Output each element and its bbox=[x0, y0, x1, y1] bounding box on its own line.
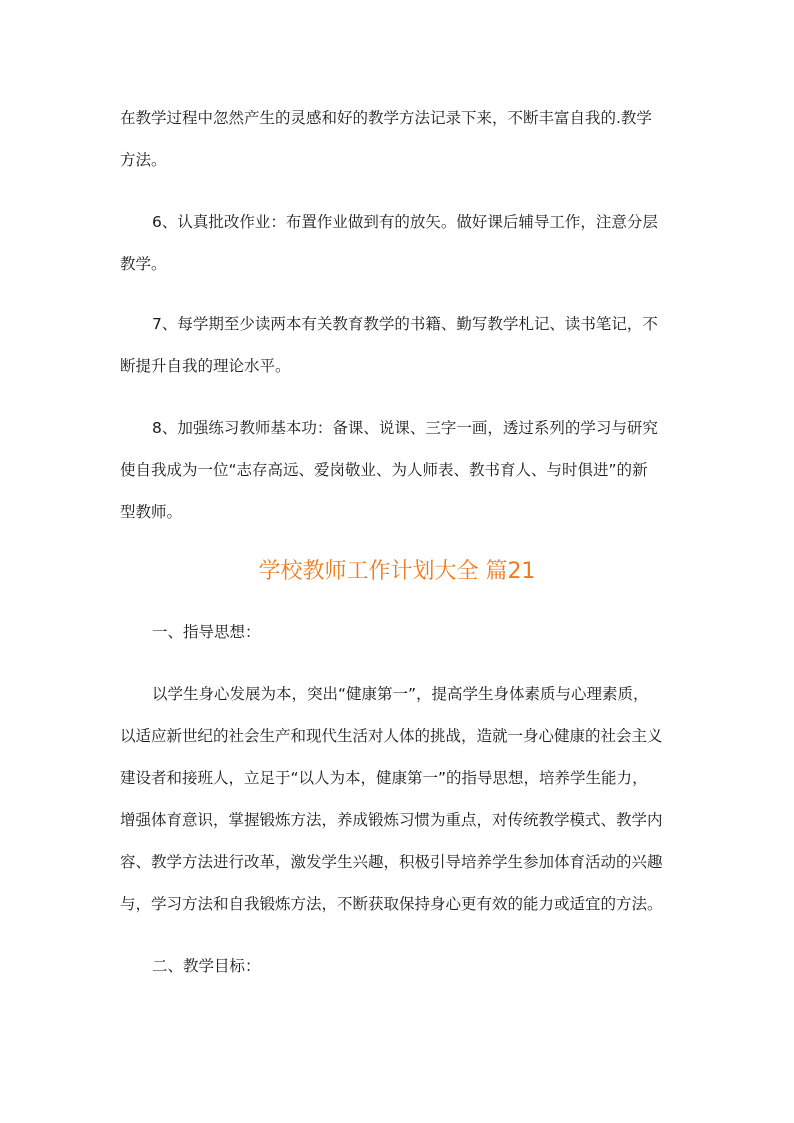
item-8-line-2: 使自我成为一位“志存高远、爱岗敬业、为人师表、教书育人、与时俱进”的新 bbox=[120, 461, 648, 479]
item-6-line-1: 6、认真批改作业：布置作业做到有的放矢。做好课后辅导工作，注意分层 bbox=[152, 213, 658, 231]
section-1-line-1: 以学生身心发展为本，突出“健康第一”，提高学生身体素质与心理素质， bbox=[152, 685, 649, 703]
item-7-line-2: 断提升自我的理论水平。 bbox=[120, 357, 291, 375]
section-1-line-3: 建设者和接班人，立足于“以人为本，健康第一”的指导思想，培养学生能力， bbox=[120, 769, 648, 787]
section-1-line-6: 与，学习方法和自我锻炼方法，不断获取保持身心更有效的能力或适宜的方法。 bbox=[120, 895, 663, 913]
intro-line-2: 方法。 bbox=[120, 151, 167, 169]
intro-line-1: 在教学过程中忽然产生的灵感和好的教学方法记录下来，不断丰富自我的.教学 bbox=[120, 109, 652, 127]
item-6-line-2: 教学。 bbox=[120, 255, 167, 273]
section-1-heading: 一、指导思想： bbox=[152, 623, 261, 641]
section-1-line-5: 容、教学方法进行改革，激发学生兴趣，积极引导培养学生参加体育活动的兴趣 bbox=[120, 853, 663, 871]
item-8-line-1: 8、加强练习教师基本功：备课、说课、三字一画，透过系列的学习与研究 bbox=[152, 419, 658, 437]
item-7-line-1: 7、每学期至少读两本有关教育教学的书籍、勤写教学札记、读书笔记，不 bbox=[152, 315, 658, 333]
section-2-heading: 二、教学目标： bbox=[152, 957, 261, 975]
item-8-line-3: 型教师。 bbox=[120, 503, 183, 521]
section-1-line-2: 以适应新世纪的社会生产和现代生活对人体的挑战，造就一身心健康的社会主义 bbox=[120, 727, 663, 745]
section-title: 学校教师工作计划大全 篇21 bbox=[258, 559, 536, 584]
section-1-line-4: 增强体育意识，掌握锻炼方法，养成锻炼习惯为重点，对传统教学模式、教学内 bbox=[120, 811, 663, 829]
